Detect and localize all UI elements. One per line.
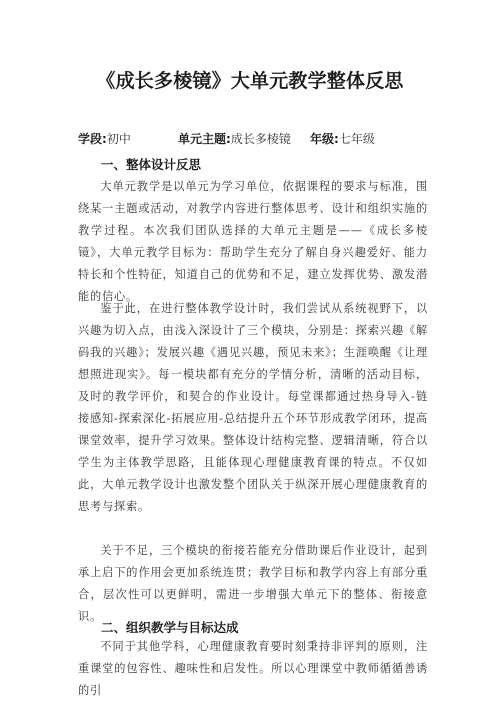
- section-2-paragraph-1: 不同于其他学科，心理健康教育要时刻秉持非评判的原则，注重课堂的包容性、趣味性和启发性。所以心理课堂中教师循循善诱的引: [78, 640, 428, 697]
- section-1-paragraph-3: 关于不足，三个模块的衔接若能充分借助课后作业设计，起到承上启下的作用会更加系统连贯；教学目标和教学内容上有部分重合，层次性可以更鲜明，需进一步增强大单元下的整体、衔接意识。: [78, 544, 428, 623]
- section-1-paragraph-1: 大单元教学是以单元为学习单位，依据课程的要求与标准，围绕某一主题或活动，对教学内容进行整体思考、设计和组织实施的教学过程。本次我们团队选择的大单元主题是——《成长多棱镜》，大单元教学目标为：帮助学生充分了解自身兴趣爱好、能力特长和个性特征，知道自己的优势和不足，建立发挥优势、激发潜能的信心。: [78, 180, 428, 303]
- section-heading-2: 二、组织教学与目标达成: [101, 620, 239, 635]
- meta-theme-value: 成长多棱镜: [230, 132, 291, 146]
- document-title: 《成长多棱镜》大单元教学整体反思: [96, 70, 404, 92]
- section-heading-1: 一、整体设计反思: [101, 157, 202, 172]
- meta-grade-value: 七年级: [338, 132, 375, 146]
- meta-stage: [78, 131, 131, 147]
- meta-theme: [178, 131, 291, 147]
- section-1-paragraph-2: 鉴于此，在进行整体教学设计时，我们尝试从系统视野下，以兴趣为切入点，由浅入深设计了三个模块，分别是：探索兴趣《解码我的兴趣》；发展兴趣《遇见兴趣，预见未来》；生涯唤醒《让理想照进现实》。每一模块都有充分的学情分析，清晰的活动目标，及时的教学评价，和契合的作业设计。每堂课都通过热身导入-链接感知-探索深化-拓展应用-总结提升五个环节形成教学闭环，提高课堂效率，提升学习效果。整体设计结构完整、逻辑清晰，符合以学生为主体教学思路，且能体现心理健康教育课的特点。不仅如此，大单元教学设计也激发整个团队关于纵深开展心理健康教育的思考与探索。: [78, 302, 428, 513]
- meta-grade-label: 年级:: [310, 132, 339, 146]
- meta-grade: [310, 131, 375, 147]
- meta-stage-label: 学段:: [78, 132, 107, 146]
- meta-stage-value: 初中: [106, 132, 131, 146]
- meta-theme-label: 单元主题:: [178, 132, 231, 146]
